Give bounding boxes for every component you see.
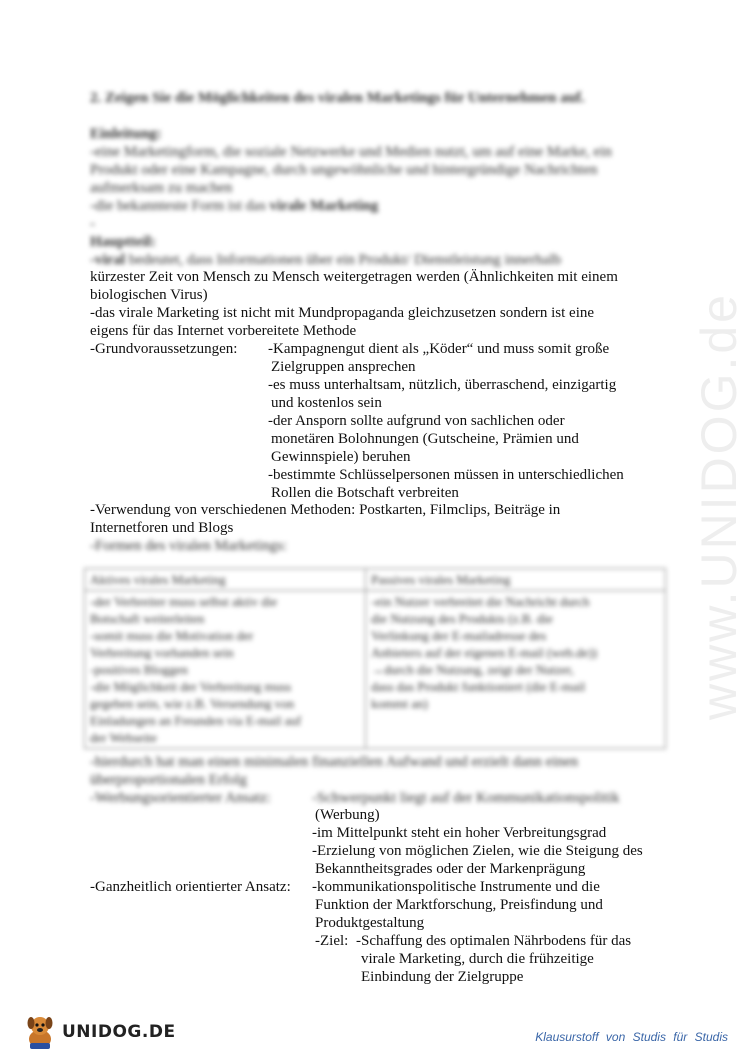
werbung-label: -Werbungsorientierter Ansatz: xyxy=(90,790,271,806)
formen-line: -Formen des viralen Marketings: xyxy=(90,538,288,554)
ganz-item: Funktion der Marktforschung, Preisfindung und xyxy=(315,897,603,913)
grund-item: Rollen die Botschaft verbreiten xyxy=(271,485,459,501)
table-header-aktiv: Aktives virales Marketing xyxy=(85,569,366,591)
grundvoraussetzungen-label: -Grundvoraussetzungen: xyxy=(90,341,238,357)
einleitung-title: Einleitung: xyxy=(90,126,162,142)
einleitung-line: -die bekannteste Form ist das virale Marketing xyxy=(90,198,379,214)
after-table-line: -hierdurch hat man einen minimalen finanziellen Aufwand und erzielt dann einen xyxy=(90,754,579,770)
werbung-item: -Schwerpunkt liegt auf der Kommunikationspolitik xyxy=(312,790,620,806)
grund-item: und kostenlos sein xyxy=(271,395,382,411)
body-line: eigens für das Internet vorbereitete Methode xyxy=(90,323,357,339)
unidog-logo xyxy=(22,1012,176,1052)
hauptteil-line: -viral bedeutet, dass Informationen über ein Produkt/ Dienstleistung innerhalb xyxy=(90,252,562,268)
footer-slogan: Klausurstoff von Studis für Studis xyxy=(535,1030,728,1044)
ziel-item: virale Marketing, durch die frühzeitige xyxy=(361,951,594,967)
einleitung-line: -eine Marketingform, die soziale Netzwerke und Medien nutzt, um auf eine Marke, ein xyxy=(90,144,612,160)
table-row xyxy=(85,591,666,749)
werbung-item: -Erzielung von möglichen Zielen, wie die Steigung des xyxy=(312,843,643,859)
ziel-item: -Schaffung des optimalen Nährbodens für das xyxy=(356,933,632,949)
logo-text: UNIDOG.DE xyxy=(62,1022,176,1042)
werbung-item: -im Mittelpunkt steht ein hoher Verbreitungsgrad xyxy=(312,825,607,841)
ganz-item: Produktgestaltung xyxy=(315,915,425,931)
body-line: kürzester Zeit von Mensch zu Mensch weitergetragen werden (Ähnlichkeiten mit einem xyxy=(90,269,618,285)
einleitung-line: Produkt oder eine Kampagne, durch ungewöhnliche und hintergründige Nachrichten xyxy=(90,162,598,178)
ganzheitlich-label: -Ganzheitlich orientierter Ansatz: xyxy=(90,879,291,895)
hauptteil-title: Hauptteil: xyxy=(90,234,156,250)
table-header-passiv: Passives virales Marketing xyxy=(366,569,666,591)
viral-marketing-table xyxy=(84,568,666,749)
dash-line: - xyxy=(90,216,95,232)
grund-item: monetären Bolohnungen (Gutscheine, Prämien und xyxy=(271,431,579,447)
einleitung-line: aufmerksam zu machen xyxy=(90,180,233,196)
grund-item: Zielgruppen ansprechen xyxy=(271,359,416,375)
grund-item: -Kampagnengut dient als „Köder“ und muss somit große xyxy=(268,341,610,357)
ganz-item: -kommunikationspolitische Instrumente und die xyxy=(312,879,600,895)
question-heading: 2. Zeigen Sie die Möglichkeiten des viralen Marketings für Unternehmen auf. xyxy=(90,90,585,106)
grund-item: -bestimmte Schlüsselpersonen müssen in unterschiedlichen xyxy=(268,467,624,483)
grund-item: -der Ansporn sollte aufgrund von sachlichen oder xyxy=(268,413,565,429)
werbung-item: Bekanntheitsgrades oder der Markenprägung xyxy=(315,861,586,877)
dog-mascot-icon xyxy=(22,1013,58,1051)
after-table-line: überproportionalen Erfolg xyxy=(90,772,248,788)
body-line: biologischen Virus) xyxy=(90,287,208,303)
ziel-item: Einbindung der Zielgruppe xyxy=(361,969,524,985)
grund-item: Gewinnspiele) beruhen xyxy=(271,449,411,465)
werbung-item: (Werbung) xyxy=(315,807,380,823)
table-cell-passiv: -ein Nutzer verbreitet die Nachricht durch die Nutzung des Produkts (z.B. die Verlinkung der E-mailadresse des Anbieters auf der eigenen E-mail (web.de)) →durch die Nutzung, zeigt der Nutzer, dass das Produkt funktioniert (die E-mail kommt an) xyxy=(366,591,666,749)
verwendung-line: -Verwendung von verschiedenen Methoden: Postkarten, Filmclips, Beiträge in xyxy=(90,502,561,518)
table-cell-aktiv: -der Verbreiter muss selbst aktiv die Botschaft weiterleiten -somit muss die Motivation der Verbreitung vorhanden sein -positives Bloggen -die Möglichkeit der Verbreitung muss gegeben sein, wie z.B. Versendung von Einladungen an Freunden via E-mail auf der Webseite xyxy=(85,591,366,749)
body-line: -das virale Marketing ist nicht mit Mundpropaganda gleichzusetzen sondern ist eine xyxy=(90,305,595,321)
verwendung-line: Internetforen und Blogs xyxy=(90,520,234,536)
watermark: www.UNIDOG.de xyxy=(691,292,747,720)
grund-item: -es muss unterhaltsam, nützlich, überraschend, einzigartig xyxy=(268,377,617,393)
ziel-label: -Ziel: xyxy=(315,933,349,949)
